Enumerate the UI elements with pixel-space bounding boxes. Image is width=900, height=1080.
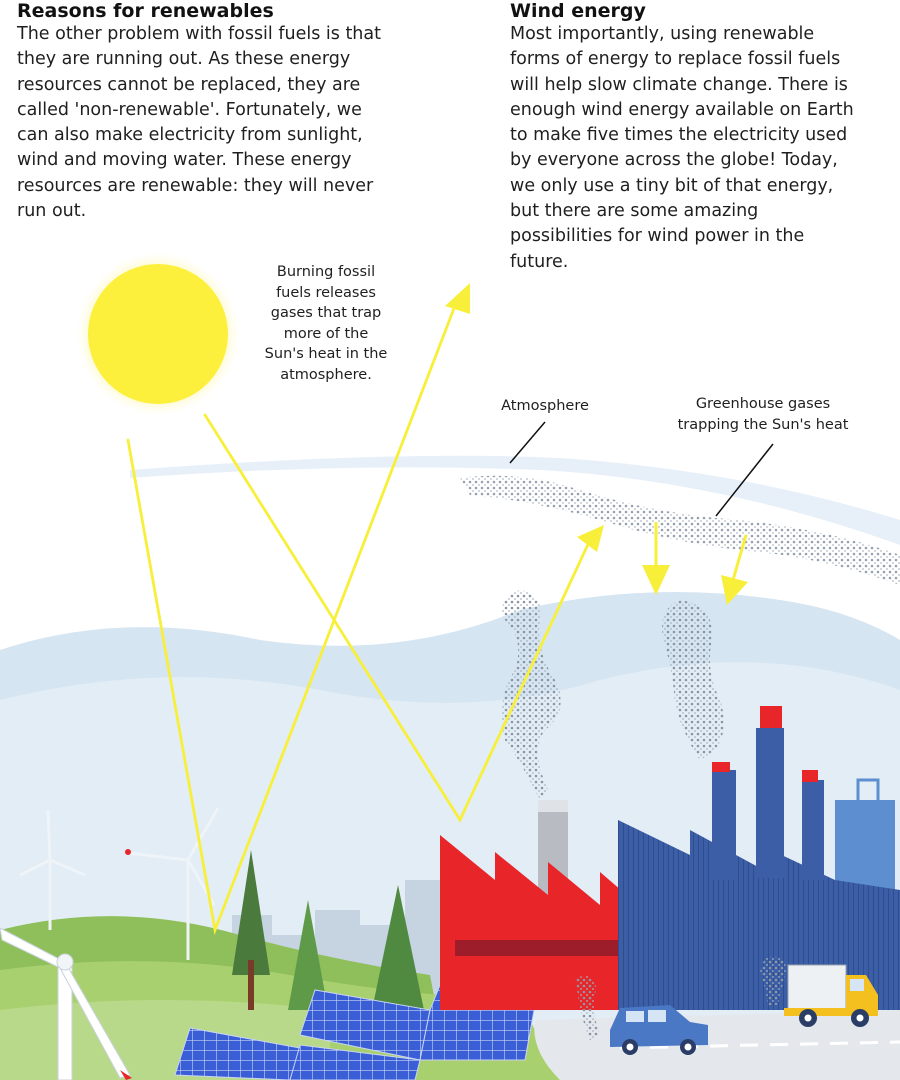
ray-arrowhead	[445, 283, 470, 314]
section-body: Most importantly, using renewable forms of energy to replace fossil fuels will help slow climate change. There is enough wind energy available on Earth to make five times the electricity used by everyone across the globe! Today, we only use a tiny bit of that energy, but there are some amazing possibilities for wind power in the future.	[510, 24, 854, 272]
atmosphere-label: Atmosphere	[501, 398, 589, 414]
ray-arrowhead	[577, 525, 604, 552]
wind-energy-section	[510, 0, 860, 275]
section-heading: Reasons for renewables	[17, 0, 274, 22]
burning-fossil-fuels-label: Burning fossil fuels releases gases that trap more of the Sun's heat in the atmosphere.	[264, 264, 388, 383]
section-body: The other problem with fossil fuels is that they are running out. As these energy resources cannot be replaced, they are called 'non-renewable'. Fortunately, we can also make electricity from sunlight, wind and moving water. These energy resources are renewable: they will never run out.	[17, 24, 381, 222]
sun-illustration	[76, 252, 240, 416]
section-heading: Wind energy	[510, 0, 646, 22]
greenhouse-gases-label: Greenhouse gases trapping the Sun's heat	[677, 396, 849, 433]
reasons-section	[17, 0, 387, 224]
greenhouse-gas-band	[460, 476, 900, 585]
ray-arrowhead	[642, 565, 670, 595]
